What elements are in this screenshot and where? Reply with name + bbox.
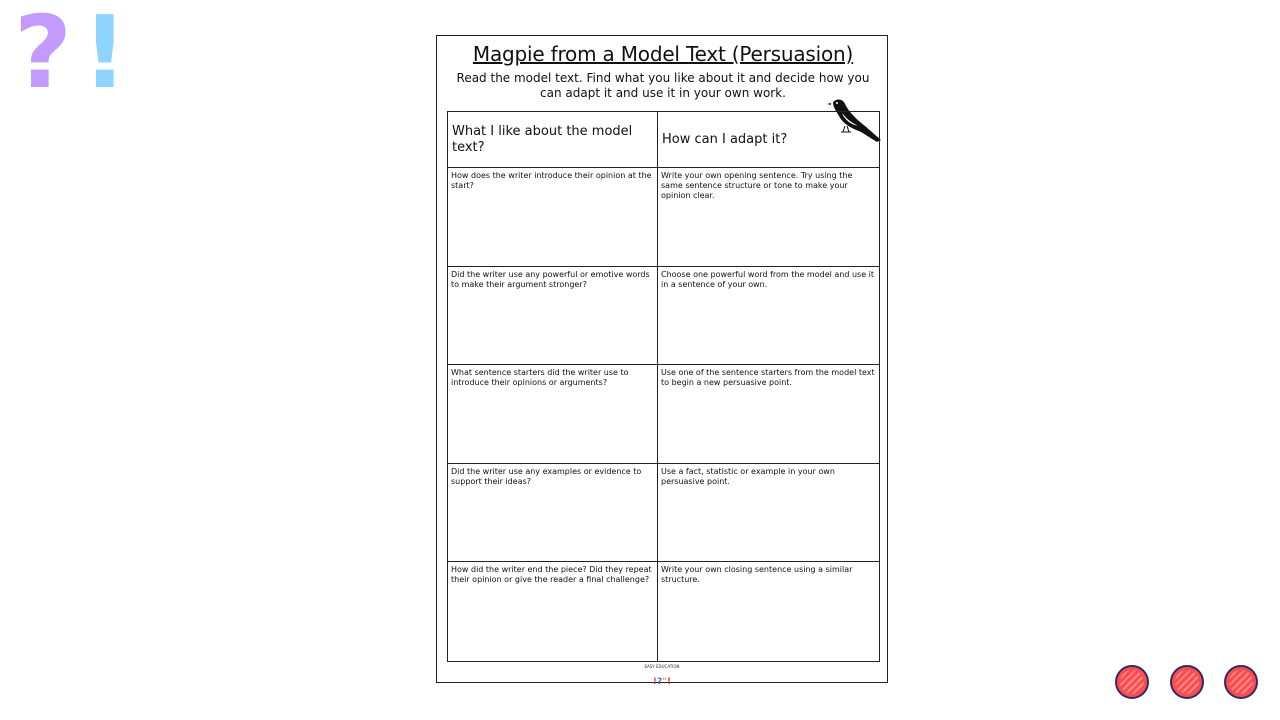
table-cell-adapt: Use a fact, statistic or example in your own persuasive point.	[658, 464, 879, 563]
table-cell-question: How did the writer end the piece? Did they repeat their opinion or give the reader a final challenge?	[448, 562, 658, 661]
logo-text: EASY EDUCATION	[644, 664, 680, 669]
logo-marks: !?"!	[652, 677, 672, 687]
exclamation-mark-icon: !	[82, 0, 128, 111]
worksheet-page	[436, 35, 888, 687]
nav-button-2[interactable]	[1170, 665, 1204, 699]
table-cell-question: Did the writer use any examples or evidence to support their ideas?	[448, 464, 658, 563]
magpie-table	[447, 111, 880, 662]
table-cell-adapt: Write your own closing sentence using a similar structure.	[661, 565, 853, 585]
question-mark-icon: ?	[14, 0, 73, 111]
table-cell-question: What sentence starters did the writer use to introduce their opinions or arguments?	[448, 365, 658, 464]
table-cell-adapt: Choose one powerful word from the model and use it in a sentence of your own.	[658, 267, 879, 366]
nav-button-3[interactable]	[1224, 665, 1258, 699]
table-cell-question: How does the writer introduce their opinion at the start?	[448, 168, 658, 267]
table-cell-adapt: Use one of the sentence starters from the model text to begin a new persuasive point.	[658, 365, 879, 464]
worksheet-instructions: Read the model text. Find what you like about it and decide how you can adapt it and use it in your own work.	[456, 71, 870, 100]
nav-button-1[interactable]	[1115, 665, 1149, 699]
table-cell-adapt: Write your own opening sentence. Try using the same sentence structure or tone to make your opinion clear.	[658, 168, 879, 267]
table-header: What I like about the model text?	[448, 112, 658, 168]
table-cell-question: Did the writer use any powerful or emotive words to make their argument stronger?	[448, 267, 658, 366]
easy-education-logo	[639, 664, 685, 687]
table-header: How can I adapt it?	[658, 112, 879, 168]
worksheet-title: Magpie from a Model Text (Persuasion)	[472, 42, 854, 66]
